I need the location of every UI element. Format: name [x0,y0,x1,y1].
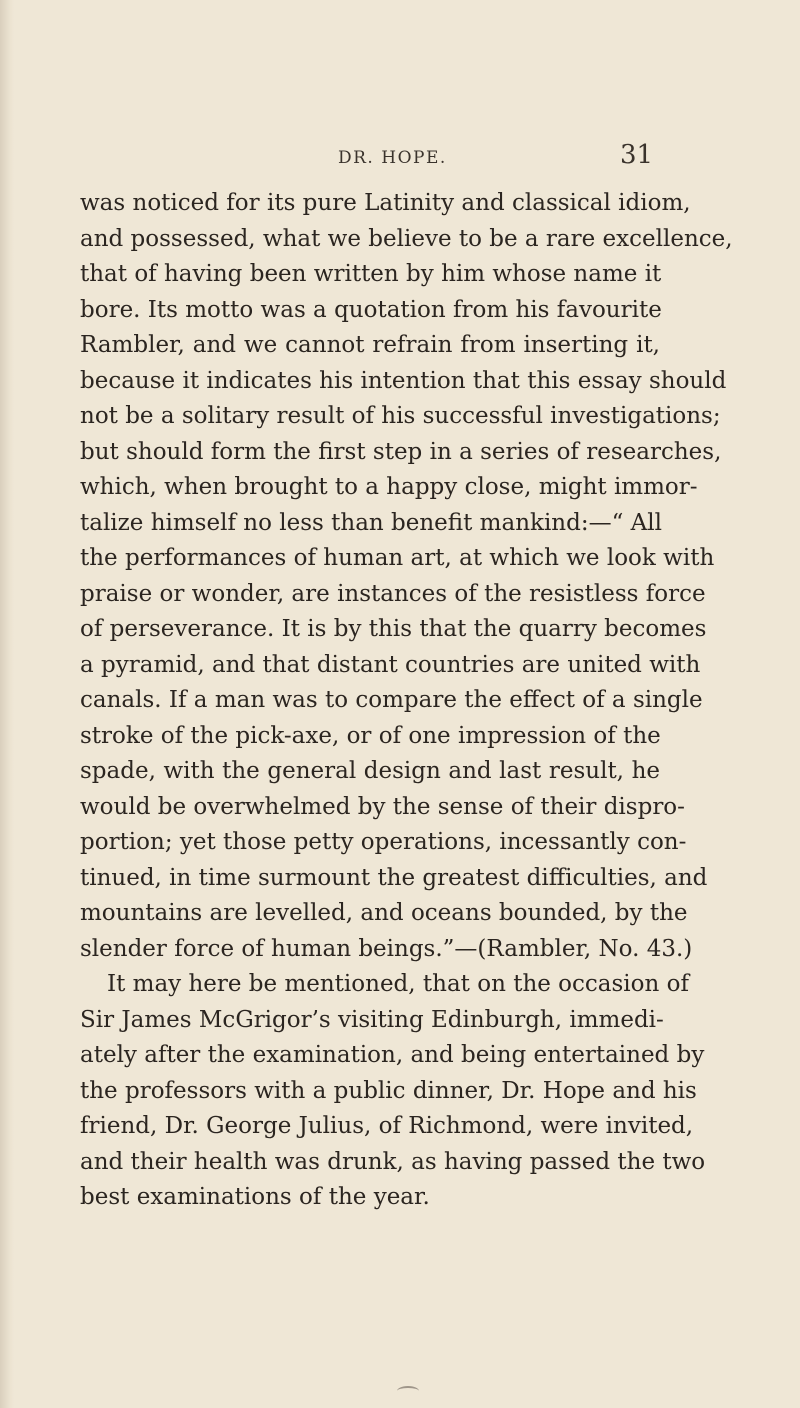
text-line: tinued, in time surmount the greatest difficulties, and [80,864,708,891]
text-line: stroke of the pick-axe, or of one impression of the [80,722,661,749]
text-line: canals. If a man was to compare the effect of a single [80,687,703,713]
text-line: talize himself no less than benefit mankind:—“ All [80,509,662,536]
running-head-title: DR. HOPE. [338,148,447,168]
text-line: mountains are levelled, and oceans bounded, by the [80,900,688,926]
text-line: friend, Dr. George Julius, of Richmond, were invited, [80,1113,694,1139]
text-line: of perseverance. It is by this that the quarry becomes [80,616,707,642]
text-line: but should form the first step in a series of researches, [80,438,722,465]
text-line: would be overwhelmed by the sense of their dispro- [80,793,685,820]
text-line: portion; yet those petty operations, incessantly con- [80,829,687,855]
text-line: praise or wonder, are instances of the resistless force [80,580,706,607]
text-line: best examinations of the year. [80,1184,430,1210]
text-line: a pyramid, and that distant countries are united with [80,651,701,678]
text-line: bore. Its motto was a quotation from his favourite [80,296,662,323]
text-line: Sir James McGrigor’s visiting Edinburgh, immedi- [80,1006,664,1033]
text-line: was noticed for its pure Latinity and classical idiom, [80,190,691,216]
text-line: and possessed, what we believe to be a rare excellence, [80,225,733,252]
page-gutter-shadow [0,0,14,1408]
text-line: because it indicates his intention that this essay should [80,367,727,394]
text-line: the professors with a public dinner, Dr. Hope and his [80,1077,697,1104]
text-line: that of having been written by him whose name it [80,261,662,287]
text-line: slender force of human beings.”—(Rambler, No. 43.) [80,935,693,962]
text-line: Rambler, and we cannot refrain from inserting it, [80,332,660,358]
page-number: 31 [620,140,654,170]
text-line: and their health was drunk, as having passed the two [80,1148,706,1175]
ink-smudge [397,1386,419,1396]
body-text [80,186,733,1216]
text-line: ately after the examination, and being entertained by [80,1042,705,1068]
text-line: It may here be mentioned, that on the occasion of [107,971,689,997]
text-line: spade, with the general design and last result, he [80,758,660,784]
text-line: which, when brought to a happy close, might immor- [80,474,698,500]
text-line: not be a solitary result of his successful investigations; [80,403,721,429]
text-line: the performances of human art, at which we look with [80,545,715,571]
